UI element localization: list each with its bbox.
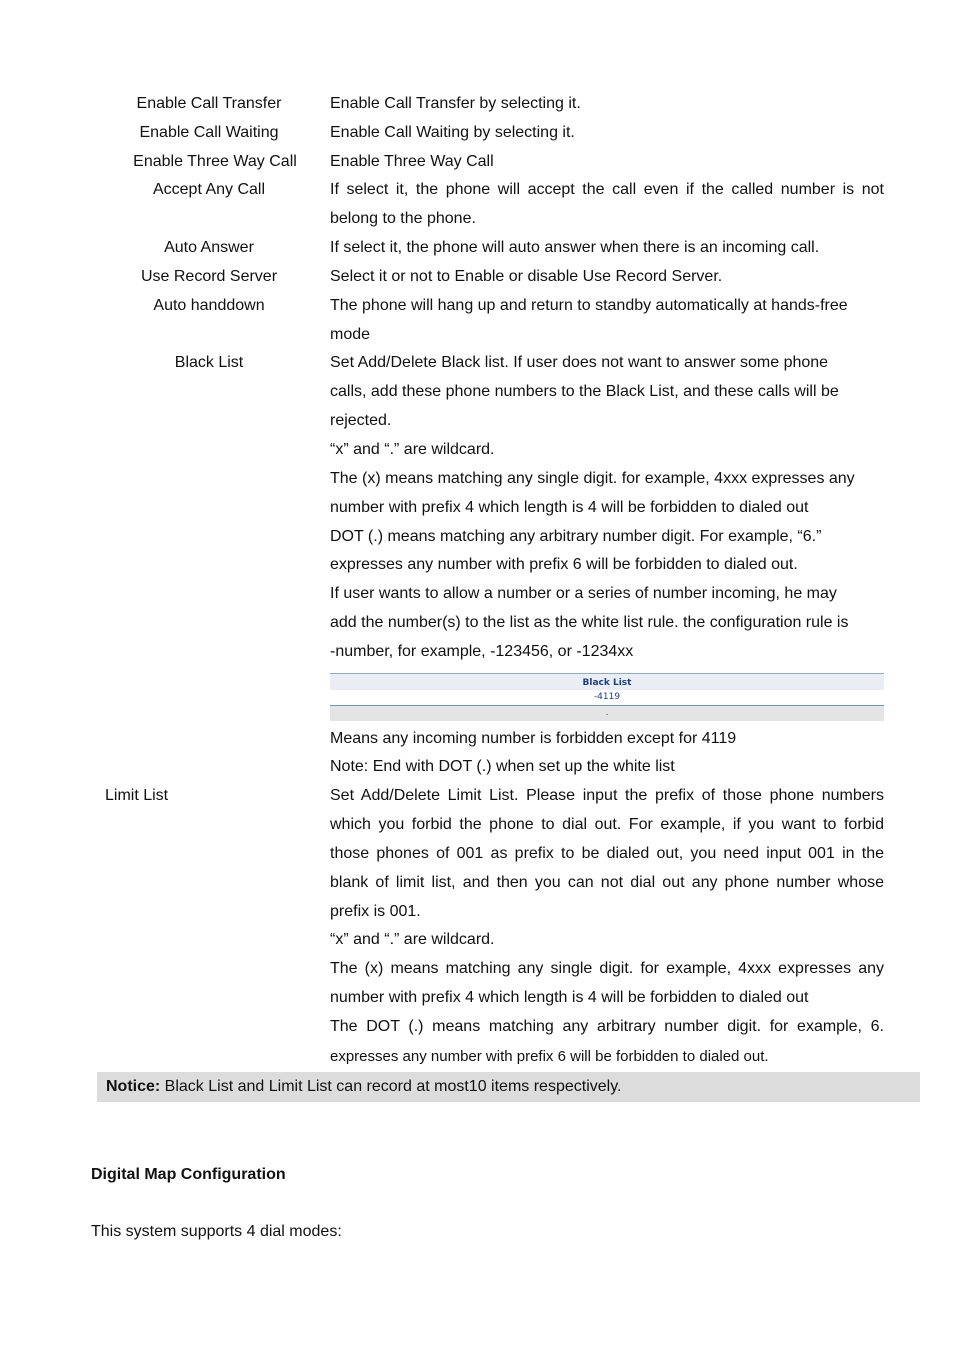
row-label: Auto Answer bbox=[164, 239, 254, 256]
row-description: If select it, the phone will auto answer when there is an incoming call. bbox=[330, 239, 820, 256]
row-description-line: DOT (.) means matching any arbitrary number digit. For example, “6.” bbox=[330, 528, 822, 545]
row-description-line: blank of limit list, and then you can not dial out any phone number whose bbox=[330, 874, 884, 891]
row-description-line: “x” and “.” are wildcard. bbox=[330, 441, 495, 458]
row-description-line: The DOT (.) means matching any arbitrary number digit. for example, 6. bbox=[330, 1018, 884, 1035]
row-description: Enable Call Transfer by selecting it. bbox=[330, 95, 581, 112]
row-description-line: belong to the phone. bbox=[330, 210, 476, 227]
row-description-line: Note: End with DOT (.) when set up the white list bbox=[330, 758, 675, 775]
row-label: Accept Any Call bbox=[152, 181, 266, 198]
row-label: Enable Three Way Call bbox=[133, 153, 297, 170]
row-description-line: Set Add/Delete Black list. If user does not want to answer some phone bbox=[330, 354, 829, 371]
row-description-line: add the number(s) to the list as the white list rule. the configuration rule is bbox=[330, 614, 849, 631]
row-description-line: rejected. bbox=[330, 412, 392, 429]
row-description-line: those phones of 001 as prefix to be dialed out, you need input 001 in the bbox=[330, 845, 884, 862]
row-description-line: “x” and “.” are wildcard. bbox=[330, 931, 495, 948]
row-description-line: expresses any number with prefix 6 will be forbidden to dialed out. bbox=[330, 1048, 769, 1065]
row-description-line: expresses any number with prefix 6 will be forbidden to dialed out. bbox=[330, 556, 798, 573]
section-intro: This system supports 4 dial modes: bbox=[91, 1223, 342, 1240]
row-description-line: number with prefix 4 which length is 4 will be forbidden to dialed out bbox=[330, 989, 809, 1006]
row-label: Black List bbox=[174, 354, 244, 371]
row-label: Limit List bbox=[105, 787, 169, 804]
row-description-line: which you forbid the phone to dial out. For example, if you want to forbid bbox=[330, 816, 884, 833]
black-list-table bbox=[330, 673, 884, 722]
row-description-line: Set Add/Delete Limit List. Please input the prefix of those phone numbers bbox=[330, 787, 884, 804]
table-row: -4119 bbox=[330, 690, 884, 706]
notice-box bbox=[97, 1072, 920, 1102]
table-row: . bbox=[330, 706, 884, 721]
row-description-line: number with prefix 4 which length is 4 will be forbidden to dialed out bbox=[330, 499, 809, 516]
row-label: Enable Call Waiting bbox=[139, 124, 279, 141]
row-label: Use Record Server bbox=[140, 268, 278, 285]
row-description-line: If select it, the phone will accept the call even if the called number is not bbox=[330, 181, 884, 198]
black-list-table-header: Black List bbox=[330, 673, 884, 691]
section-heading-text: Digital Map Configuration bbox=[91, 1166, 286, 1183]
row-description-line: calls, add these phone numbers to the Black List, and these calls will be bbox=[330, 383, 839, 400]
notice-text: Black List and Limit List can record at most10 items respectively. bbox=[160, 1078, 622, 1095]
row-description-line: The (x) means matching any single digit. for example, 4xxx expresses any bbox=[330, 960, 884, 977]
section-heading bbox=[91, 1166, 286, 1184]
row-description: Enable Three Way Call bbox=[330, 153, 494, 170]
row-label: Enable Call Transfer bbox=[136, 95, 282, 112]
notice-label: Notice: bbox=[106, 1078, 161, 1095]
row-description-line: The (x) means matching any single digit. for example, 4xxx expresses any bbox=[330, 470, 855, 487]
row-description-line: prefix is 001. bbox=[330, 903, 421, 920]
row-label: Auto handdown bbox=[153, 297, 265, 314]
row-description-line: Means any incoming number is forbidden except for 4119 bbox=[330, 730, 737, 747]
row-description-line: -number, for example, -123456, or -1234xx bbox=[330, 643, 634, 660]
row-description-line: mode bbox=[330, 326, 371, 343]
row-description-line: The phone will hang up and return to standby automatically at hands-free bbox=[330, 297, 848, 314]
row-description-line: If user wants to allow a number or a series of number incoming, he may bbox=[330, 585, 837, 602]
row-description: Enable Call Waiting by selecting it. bbox=[330, 124, 575, 141]
row-description: Select it or not to Enable or disable Use Record Server. bbox=[330, 268, 723, 285]
